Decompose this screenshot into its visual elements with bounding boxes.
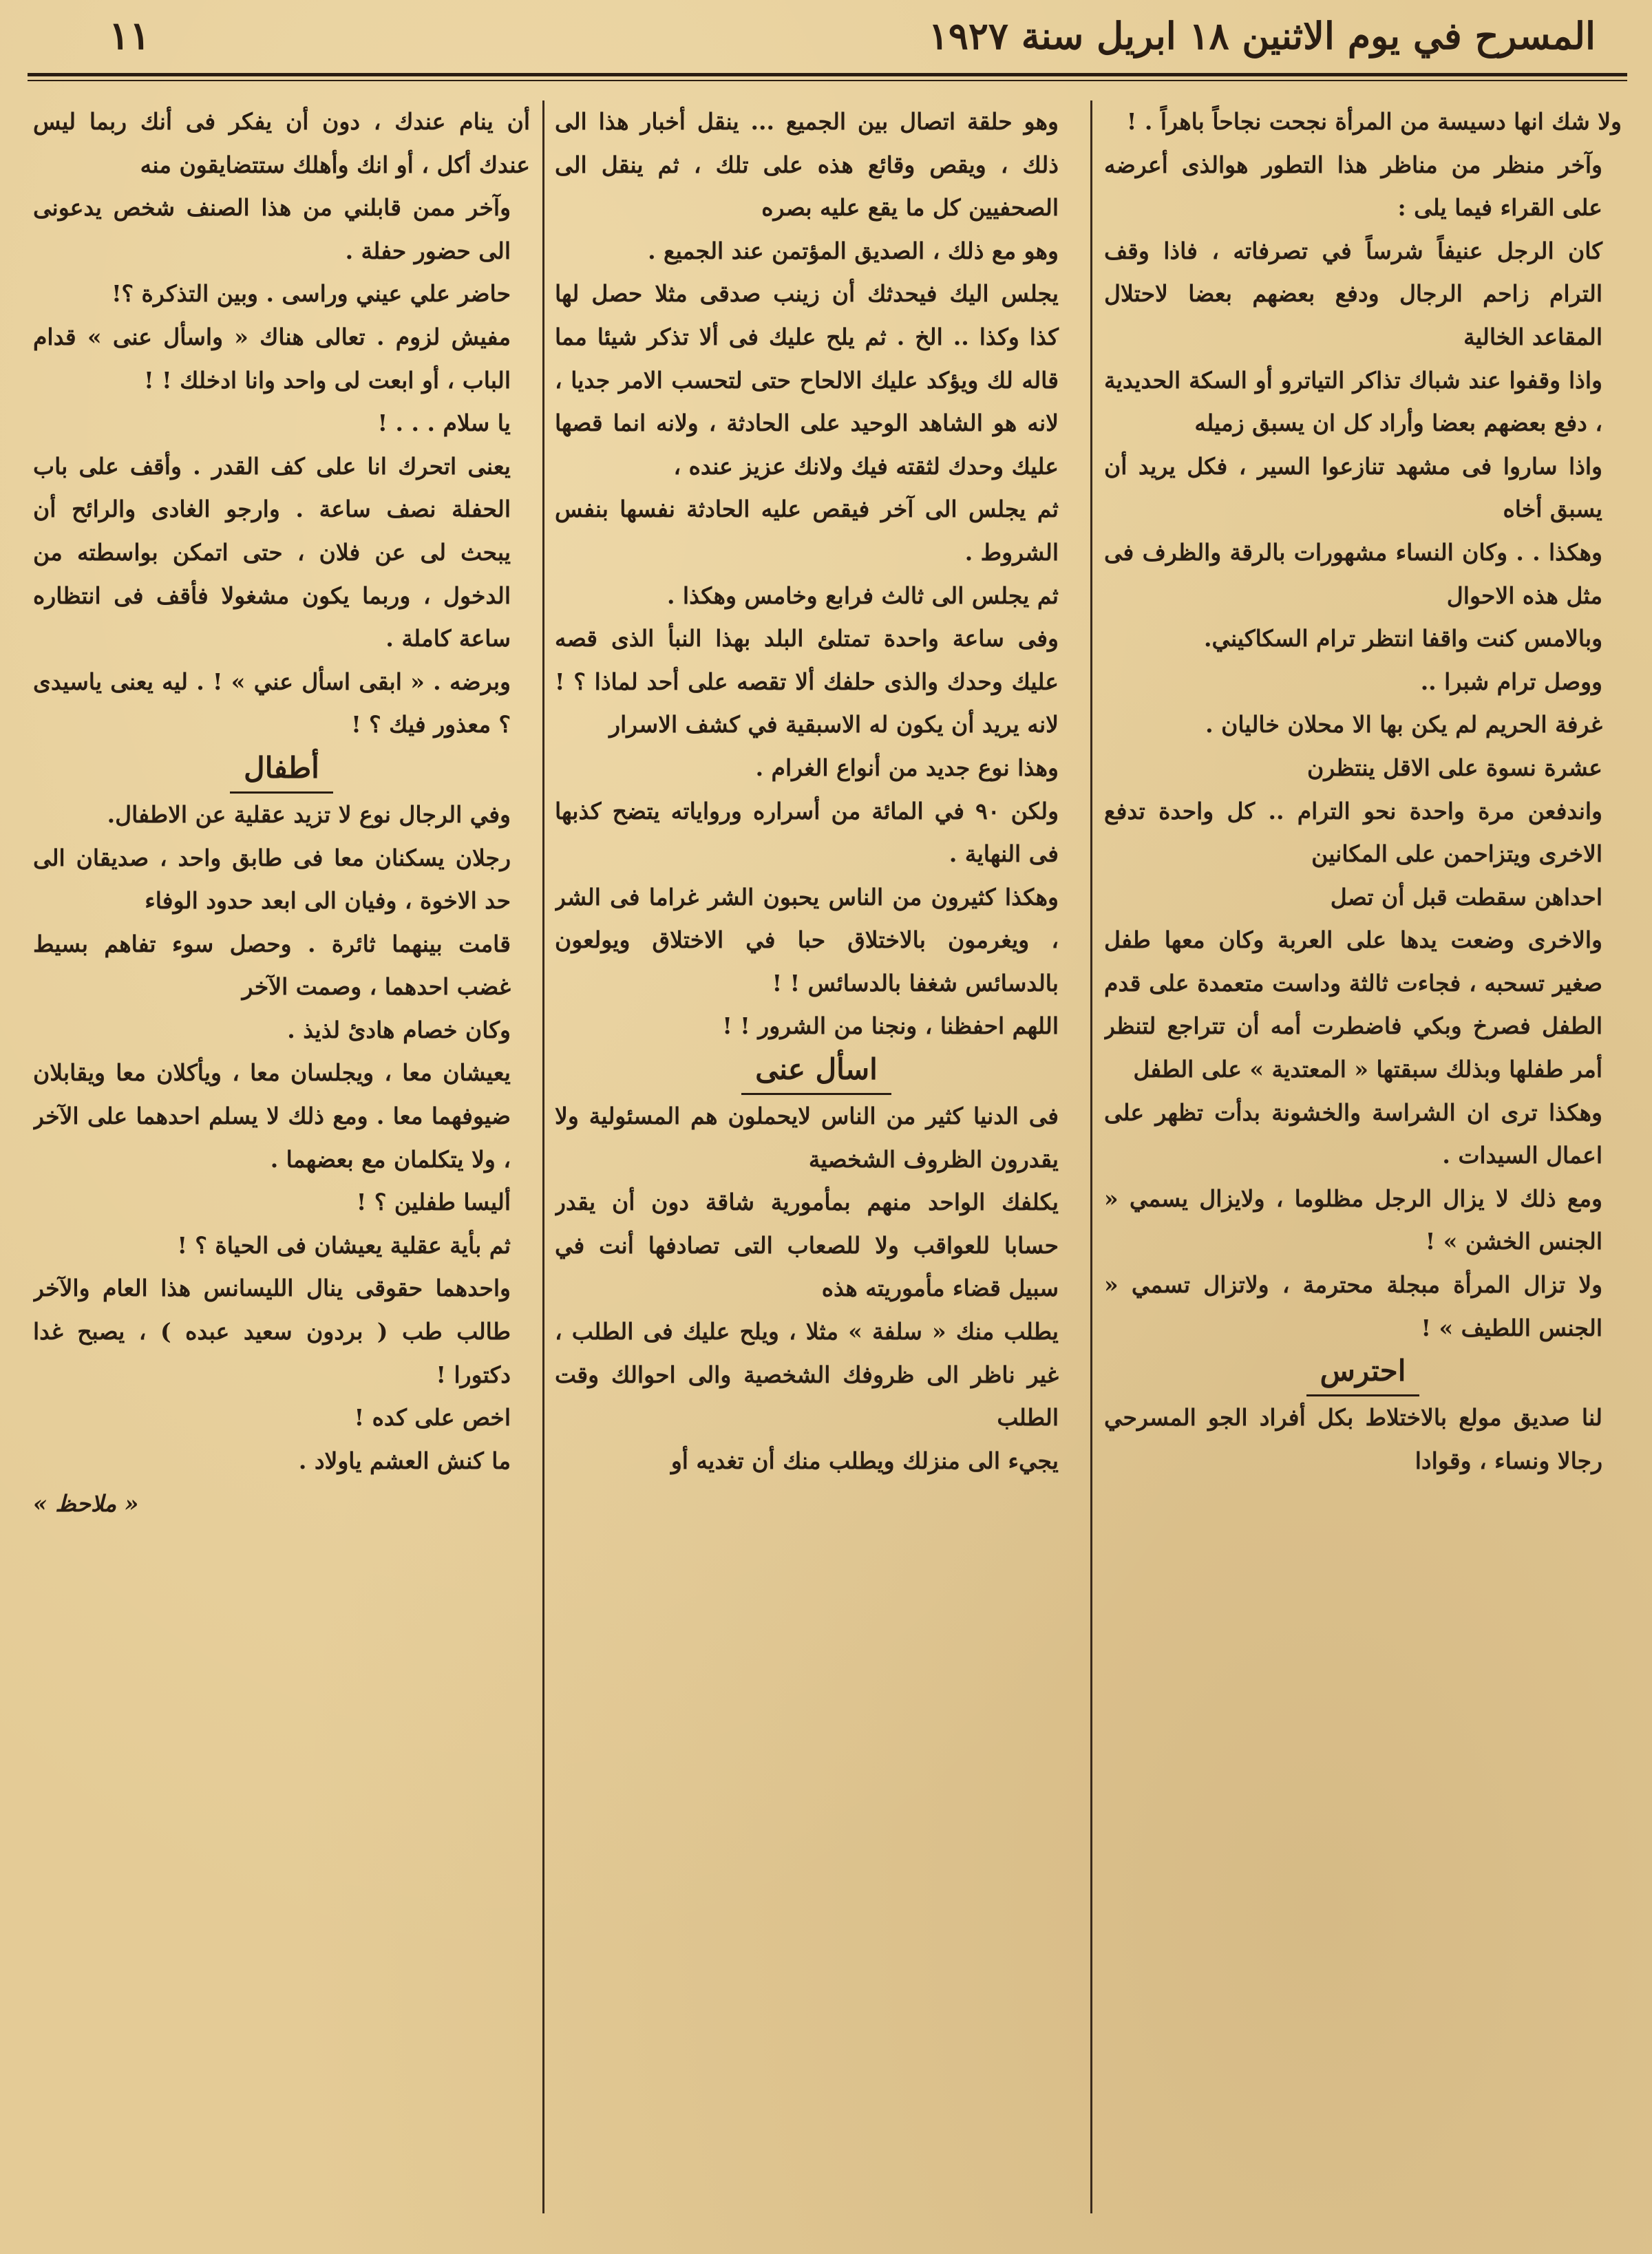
paragraph: غرفة الحريم لم يكن بها الا محلان خاليان .: [1205, 711, 1602, 738]
paragraph: قامت بينهما ثائرة . وحصل سوء تفاهم بسيط غضب احدهما ، وصمت الآخر: [33, 930, 511, 1001]
paragraph: يجلس اليك فيحدثك أن زينب صدقى مثلا حصل لها كذا وكذا .. الخ . ثم يلح عليك فى ألا تذكر شيئا مما قاله لك ويؤكد عليك الالحاح حتى لتحسب الامر جديا ، لانه هو الشاهد الوحيد على الحادثة ، ولانه انما قصها عليك وحدك لثقته فيك ولانك عزيز عنده ،: [555, 280, 1059, 480]
section-heading-text: أطفال: [230, 747, 333, 794]
paragraph: وهكذا . . وكان النساء مشهورات بالرقة والظرف فى مثل هذه الاحوال: [1104, 538, 1602, 609]
paragraph: وكان خصام هادئ لذيذ .: [287, 1016, 511, 1043]
column-middle: [555, 100, 1078, 2227]
paragraph: أن ينام عندك ، دون أن يفكر فى أنك ربما ليس عندك أكل ، أو انك وأهلك ستتضايقون منه: [33, 108, 530, 178]
header-rule: [28, 73, 1627, 76]
header-rule-thin: [28, 80, 1627, 81]
paragraph: وفي الرجال نوع لا تزيد عقلية عن الاطفال.: [107, 800, 511, 828]
paragraph: وهذا نوع جديد من أنواع الغرام .: [755, 754, 1059, 781]
paragraph: يكلفك الواحد منهم بمأمورية شاقة دون أن يقدر حسابا للعواقب ولا للصعاب التى تصادفها أنت في سبيل قضاء مأموريته هذه: [555, 1189, 1059, 1302]
paragraph: كان الرجل عنيفاً شرساً في تصرفاته ، فاذا وقف الترام زاحم الرجال ودفع بعضهم بعضا لاحتلال المقاعد الخالية: [1104, 237, 1602, 350]
paragraph: ثم يجلس الى ثالث فرابع وخامس وهكذا .: [666, 582, 1059, 609]
column-divider: [1090, 100, 1092, 2213]
paragraph: رجلان يسكنان معا فى طابق واحد ، صديقان الى حد الاخوة ، وفيان الى ابعد حدود الوفاء: [33, 844, 511, 915]
page-header: [33, 7, 1616, 65]
paragraph: يجيء الى منزلك ويطلب منك أن تغديه أو: [670, 1447, 1059, 1474]
paragraph: ولا تزال المرأة مبجلة محترمة ، ولاتزال تسمي « الجنس اللطيف » !: [1104, 1271, 1602, 1341]
paragraph: واذا ساروا فى مشهد تنازعوا السير ، فكل يريد أن يسبق أخاه: [1104, 452, 1602, 523]
paragraph: وآخر ممن قابلني من هذا الصنف شخص يدعونى الى حضور حفلة .: [33, 194, 511, 264]
paragraph: ثم يجلس الى آخر فيقص عليه الحادثة نفسها بنفس الشروط .: [555, 496, 1059, 566]
paragraph: وهو حلقة اتصال بين الجميع ... ينقل أخبار هذا الى ذلك ، ويقص وقائع هذه على تلك ، ثم ينقل الى الصحفيين كل ما يقع عليه بصره: [555, 108, 1059, 222]
section-heading: [33, 747, 530, 794]
paragraph: وبالامس كنت واقفا انتظر ترام السكاكيني.: [1203, 625, 1602, 652]
paragraph: يا سلام . . . !: [377, 410, 511, 437]
paragraph: وبرضه . « ابقى اسأل عني » ! . ليه يعنى ياسيدى ؟ معذور فيك ؟ !: [33, 668, 511, 738]
paragraph: وآخر منظر من مناظر هذا التطور هوالذى أعرضه على القراء فيما يلى :: [1104, 151, 1602, 222]
paragraph: أليسا طفلين ؟ !: [356, 1189, 511, 1216]
paragraph: يعنى اتحرك انا على كف القدر . وأقف على باب الحفلة نصف ساعة . وارجو الغادى والرائح أن يبحث لى عن فلان ، حتى اتمكن بواسطته من الدخول ، وربما يكون مشغولا فأقف فى انتظاره ساعة كاملة .: [33, 452, 511, 652]
page-number: ١١: [109, 13, 151, 59]
paragraph: مفيش لزوم . تعالى هناك « واسأل عنى » قدام الباب ، أو ابعت لى واحد وانا ادخلك ! !: [33, 323, 511, 394]
paragraph: ثم بأية عقلية يعيشان فى الحياة ؟ !: [177, 1231, 511, 1259]
paragraph: وهكذا ترى ان الشراسة والخشونة بدأت تظهر على اعمال السيدات .: [1104, 1098, 1602, 1169]
paragraph: ما كنش العشم ياولاد .: [298, 1447, 511, 1474]
paragraph: ولكن ٩٠ في المائة من أسراره ورواياته يتضح كذبها فى النهاية .: [555, 797, 1059, 868]
paragraph: فى الدنيا كثير من الناس لايحملون هم المسئولية ولا يقدرون الظروف الشخصية: [555, 1103, 1059, 1173]
paragraph: وهكذا كثيرون من الناس يحبون الشر غراما فى الشر ، ويغرمون بالاختلاق حبا في الاختلاق ويولعون بالدسائس شغفا بالدسائس ! !: [555, 883, 1059, 997]
paragraph: والاخرى وضعت يدها على العربة وكان معها طفل صغير تسحبه ، فجاءت ثالثة وداست متعمدة على قدم الطفل فصرخ وبكي فاضطرت أمه أن تتراجع لتنظر أمر طفلها وبذلك سبقتها « المعتدية » على الطفل: [1104, 926, 1602, 1083]
paragraph: لنا صديق مولع بالاختلاط بكل أفراد الجو المسرحي رجالا ونساء ، وقوادا: [1104, 1404, 1602, 1474]
paragraph: عشرة نسوة على الاقل ينتظرن: [1306, 754, 1602, 781]
paragraph: وفى ساعة واحدة تمتلئ البلد بهذا النبأ الذى قصه عليك وحدك والذى حلفك ألا تقصه على أحد لماذا ؟ ! لانه يريد أن يكون له الاسبقية في كشف الاسرار: [555, 625, 1059, 738]
column-divider: [542, 100, 544, 2213]
author-signature: « ملاحظ »: [33, 1490, 139, 1518]
section-heading: [1104, 1350, 1622, 1396]
paragraph: حاضر علي عيني وراسى . وبين التذكرة ؟!: [112, 280, 511, 308]
header-title: المسرح في يوم الاثنين ١٨ ابريل سنة ١٩٢٧: [928, 14, 1596, 58]
paragraph: يعيشان معا ، ويجلسان معا ، ويأكلان معا ويقابلان ضيوفهما معا . ومع ذلك لا يسلم احدهما على الآخر ، ولا يتكلمان مع بعضهما .: [33, 1059, 511, 1173]
paragraph: ومع ذلك لا يزال الرجل مظلوما ، ولايزال يسمي « الجنس الخشن » !: [1104, 1184, 1602, 1255]
paragraph: اللهم احفظنا ، ونجنا من الشرور ! !: [722, 1012, 1059, 1040]
column-left: [33, 100, 530, 2227]
paragraph: ووصل ترام شبرا ..: [1420, 668, 1602, 695]
paragraph: اخص على كده !: [354, 1404, 511, 1432]
section-heading-text: احترس: [1306, 1350, 1420, 1396]
paragraph: واندفعن مرة واحدة نحو الترام .. كل واحدة تدفع الاخرى ويتزاحمن على المكانين: [1104, 797, 1602, 868]
paragraph: واحدهما حقوقى ينال الليسانس هذا العام والآخر طالب طب ( بردون سعيد عبده ) ، يصبح غدا دكتورا !: [33, 1275, 511, 1388]
paragraph: يطلب منك « سلفة » مثلا ، ويلح عليك فى الطلب ، غير ناظر الى ظروفك الشخصية والى احوالك وقت الطلب: [555, 1318, 1059, 1432]
paragraph: احداهن سقطت قبل أن تصل: [1330, 883, 1602, 911]
section-heading-text: اسأل عنى: [741, 1049, 891, 1095]
paragraph: وهو مع ذلك ، الصديق المؤتمن عند الجميع .: [648, 237, 1059, 264]
paragraph: واذا وقفوا عند شباك تذاكر التياترو أو السكة الحديدية ، دفع بعضهم بعضا وأراد كل ان يسبق زميله: [1104, 366, 1602, 437]
section-heading: [555, 1048, 1078, 1095]
column-right: [1104, 100, 1622, 2227]
paragraph: ولا شك انها دسيسة من المرأة نجحت نجاحاً باهراً . !: [1126, 108, 1622, 135]
